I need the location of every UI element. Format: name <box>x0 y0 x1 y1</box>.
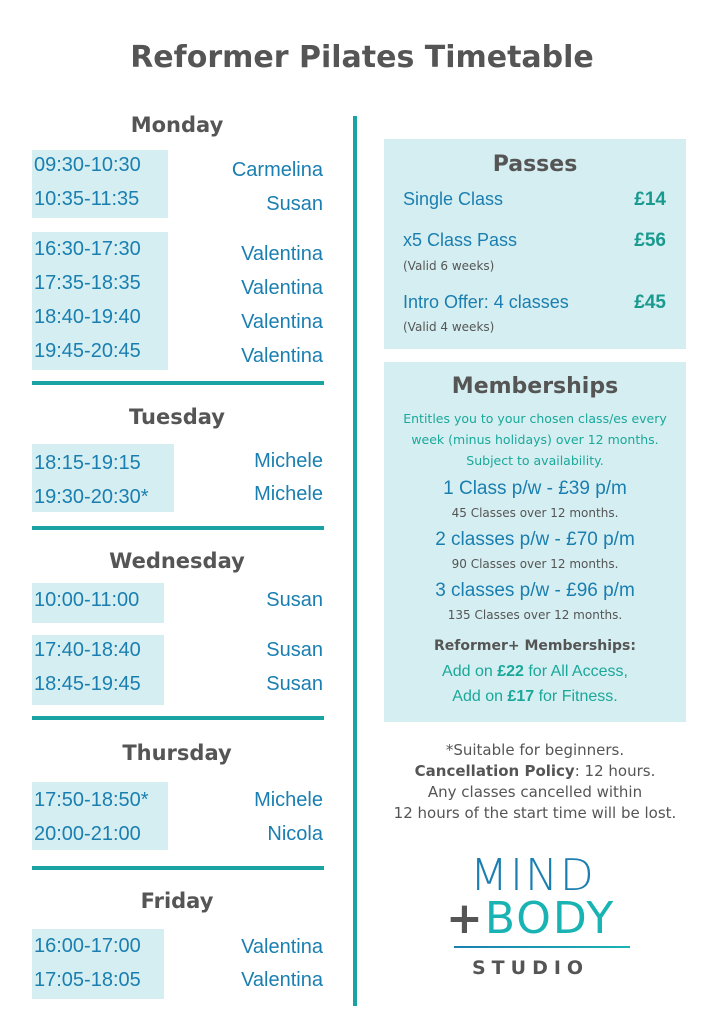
session-time: 17:35-18:35 <box>34 272 141 294</box>
session-instructor: Valentina <box>241 345 323 367</box>
pass-name: x5 Class Pass <box>403 230 518 250</box>
session-time: 16:00-17:00 <box>34 935 141 957</box>
section-divider <box>32 526 324 530</box>
passes-title: Passes <box>492 152 578 177</box>
membership-detail: 45 Classes over 12 months. <box>451 506 619 520</box>
memberships-title: Memberships <box>451 374 619 399</box>
addon-amount: £17 <box>507 688 535 705</box>
page-title: Reformer Pilates Timetable <box>130 40 594 75</box>
memberships-description <box>384 408 686 471</box>
addon-prefix: Add on <box>452 688 508 705</box>
session-instructor: Susan <box>266 639 323 661</box>
membership-detail: 135 Classes over 12 months. <box>447 608 623 622</box>
session-instructor: Michele <box>254 450 323 472</box>
session-time: 19:45-20:45 <box>34 340 141 362</box>
section-divider <box>32 866 324 870</box>
section-divider <box>32 716 324 720</box>
day-heading-thursday: Thursday <box>122 741 232 765</box>
session-instructor: Michele <box>254 483 323 505</box>
column-divider <box>353 116 357 1006</box>
logo-plus: + <box>446 893 485 944</box>
session-time: 17:40-18:40 <box>34 639 141 661</box>
description-line: Subject to availability. <box>466 453 604 468</box>
addon-all-access <box>384 663 686 681</box>
session-instructor: Susan <box>266 193 323 215</box>
session-time: 17:50-18:50* <box>34 789 149 811</box>
session-time: 09:30-10:30 <box>34 154 141 176</box>
addon-amount: £22 <box>497 663 524 680</box>
membership-option: 3 classes p/w - £96 p/m <box>435 580 635 601</box>
addon-suffix: for Fitness. <box>534 688 618 705</box>
session-instructor: Valentina <box>241 311 323 333</box>
membership-detail: 90 Classes over 12 months. <box>451 557 619 571</box>
policy-line: Any classes cancelled within <box>427 783 643 801</box>
day-heading-tuesday: Tuesday <box>129 405 225 429</box>
day-heading-wednesday: Wednesday <box>109 549 245 573</box>
session-instructor: Valentina <box>241 969 323 991</box>
session-instructor: Valentina <box>241 243 323 265</box>
pass-price: £45 <box>634 292 666 313</box>
pass-validity: (Valid 4 weeks) <box>403 320 495 334</box>
policy-line: 12 hours of the start time will be lost. <box>393 804 677 822</box>
cancellation-policy <box>370 761 700 782</box>
membership-option: 2 classes p/w - £70 p/m <box>435 529 635 550</box>
session-instructor: Michele <box>254 789 323 811</box>
day-heading-monday: Monday <box>130 113 224 137</box>
description-line: week (minus holidays) over 12 months. <box>411 432 659 447</box>
section-divider <box>32 381 324 385</box>
logo-body <box>446 893 615 944</box>
logo-body-text: BODY <box>484 893 616 944</box>
pass-name: Single Class <box>403 189 504 209</box>
session-time: 16:30-17:30 <box>34 238 141 260</box>
notes-block <box>370 740 700 824</box>
policy-label: Cancellation Policy <box>414 762 575 780</box>
session-time: 19:30-20:30* <box>34 486 149 508</box>
addon-prefix: Add on <box>442 663 498 680</box>
session-instructor: Nicola <box>267 823 323 845</box>
session-instructor: Susan <box>266 673 323 695</box>
session-time: 20:00-21:00 <box>34 823 141 845</box>
session-time: 18:40-19:40 <box>34 306 141 328</box>
beginners-note: *Suitable for beginners. <box>445 741 625 759</box>
logo-underline <box>454 946 630 948</box>
addon-suffix: for All Access, <box>523 663 628 680</box>
addon-fitness <box>384 688 686 706</box>
session-time: 17:05-18:05 <box>34 969 141 991</box>
pass-name: Intro Offer: 4 classes <box>403 292 569 312</box>
session-time: 10:35-11:35 <box>34 188 140 210</box>
session-instructor: Carmelina <box>231 159 323 181</box>
session-instructor: Valentina <box>241 936 323 958</box>
logo-studio: STUDIO <box>472 957 590 979</box>
session-time: 10:00-11:00 <box>34 589 140 611</box>
session-instructor: Valentina <box>241 277 323 299</box>
policy-value: : 12 hours. <box>574 762 656 780</box>
session-time: 18:45-19:45 <box>34 673 141 695</box>
day-heading-friday: Friday <box>140 889 214 913</box>
description-line: Entitles you to your chosen class/es every <box>403 411 667 426</box>
logo-mind: MIND <box>470 850 596 901</box>
session-instructor: Susan <box>266 589 323 611</box>
membership-option: 1 Class p/w - £39 p/m <box>443 478 627 499</box>
reformer-plus-title: Reformer+ Memberships: <box>434 638 636 654</box>
pass-validity: (Valid 6 weeks) <box>403 259 495 273</box>
pass-price: £56 <box>634 230 666 251</box>
pass-price: £14 <box>634 189 666 210</box>
session-time: 18:15-19:15 <box>34 452 141 474</box>
